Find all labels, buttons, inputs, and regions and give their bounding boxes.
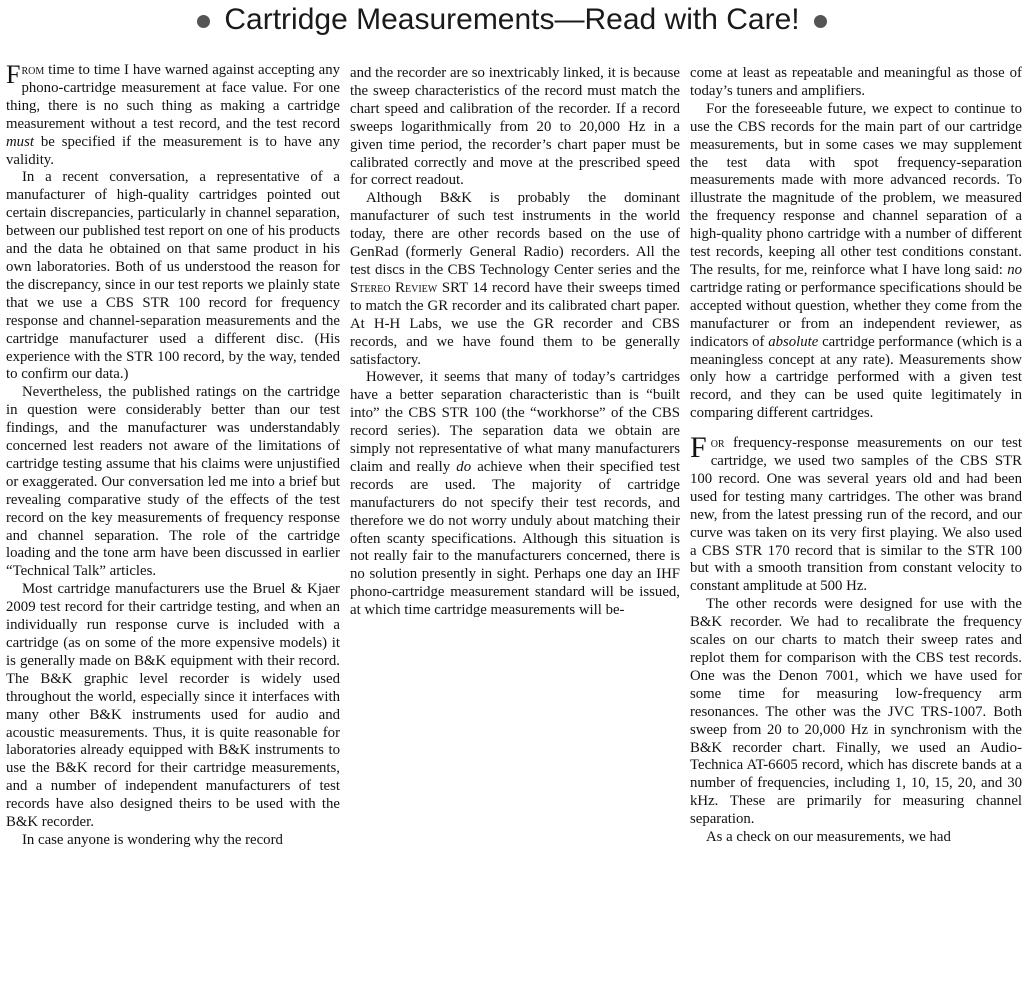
paragraph: As a check on our measurements, we had	[706, 829, 951, 846]
bullet-right-icon	[814, 15, 827, 28]
article-headline	[0, 2, 1024, 38]
paragraph: From time to time I have warned against accepting any phono-cartridge measurement at face value. For one thing, there is no such thing as making a cartridge measurement without a test record, and the test record must be specified if the measurement is to have any validity.	[6, 62, 340, 168]
paragraph: Although B&K is probably the dominant manufacturer of such test instruments in the world today, there are other records based on the use of GenRad (formerly General Radio) recorders. All the test discs in the CBS Technology Center series and the Stereo Review SRT 14 record have their sweeps timed to match the GR recorder and its calibrated chart paper. At H-H Labs, we use the GR recorder and CBS records, and we have found them to be generally satisfactory.	[350, 190, 680, 368]
article-column-2	[350, 65, 680, 999]
headline-title: Cartridge Measurements—Read with Care!	[224, 3, 800, 36]
paragraph: come at least as repeatable and meaningful as those of today’s tuners and amplifiers.	[690, 65, 1022, 99]
article-column-3	[690, 65, 1022, 999]
paragraph: For frequency-response measurements on our test cartridge, we used two samples of the CBS STR 100 record. One was several years old and had been used for testing many cartridges. The other was brand new, from the latest pressing run of the record, and our curve was taken on its very first playing. We also used a CBS STR 170 record that is similar to the STR 100 but with a smooth transition from constant velocity to constant amplitude at 500 Hz.	[690, 431, 1022, 595]
drop-cap: F	[690, 431, 707, 465]
paragraph: The other records were designed for use with the B&K recorder. We had to recalibrate the frequency scales on our charts to match their sweep rates and replot them for comparison with the CBS test records. One was the Denon 7001, which we have used for some time for measuring low-frequency arm resonances. The other was the JVC TRS-1007. Both sweep from 20 to 20,000 Hz in synchronism with the B&K recorder chart. Finally, we used an Audio-Technica AT-6605 record, which has discrete bands at a number of frequencies, including 1, 10, 15, 20, and 30 kHz. These are primarily for measuring channel separation.	[690, 596, 1022, 828]
paragraph: In a recent conversation, a representative of a manufacturer of high-quality cartridges pointed out certain discrepancies, particularly in channel separation, between our published test report on one of his products and the data he obtained on that same product in his own laboratories. Both of us understood the reason for the discrepancy, since in our test reports we plainly state that we use a CBS STR 100 record for frequency response and channel-separation measurements and the cartridge manufacturer used a different disc. (His experience with the STR 100 record, by the way, tended to confirm our data.)	[6, 169, 340, 383]
paragraph: Most cartridge manufacturers use the Bruel & Kjaer 2009 test record for their cartridge testing, and when an individually run response curve is included with a cartridge (as on some of the more expensive models) it is generally made on B&K equipment with their record. The B&K graphic level recorder is widely used throughout the world, especially since it interfaces with many other B&K instruments used for audio and acoustic measurements. Thus, it is quite reasonable for laboratories already equipped with B&K instruments to use the B&K record for their cartridge measurements, and a number of independent manufacturers of test records have also designed theirs to be used with the B&K recorder.	[6, 581, 340, 831]
bullet-left-icon	[197, 15, 210, 28]
paragraph: In case anyone is wondering why the record	[22, 831, 283, 848]
paragraph: and the recorder are so inextricably linked, it is because the sweep characteristics of the record must match the chart speed and calibration of the recorder. If a record sweeps logarithmically from 20 to 20,000 Hz in a given time period, the recorder’s chart paper must be calibrated correctly and move at the prescribed speed for correct readout.	[350, 65, 680, 189]
article-column-1	[6, 62, 340, 996]
drop-cap: F	[6, 62, 21, 89]
paragraph: However, it seems that many of today’s cartridges have a better separation characteristic than is “built into” the CBS STR 100 (the “workhorse” of the CBS record series). The separation data we obtain are simply not representative of what many manufacturers claim and really do achieve when their specified test records are used. The majority of cartridge manufacturers do not specify their test records, and therefore we do not worry unduly about matching their often scanty specifications. Although this situation is not really fair to the manufacturers concerned, there is no solution presently in sight. Perhaps one day an IHF phono-cartridge measurement standard will be issued, at which time cartridge measurements will be-	[350, 369, 680, 619]
paragraph: For the foreseeable future, we expect to continue to use the CBS records for the main part of our cartridge measurements, but in some cases we may supplement the test data with spot frequency-separation measurements made with more advanced records. To illustrate the magnitude of the problem, we measured the frequency response and channel separation of a high-quality phono cartridge with a number of different test records, keeping all other test conditions constant. The results, for me, reinforce what I have long said: no cartridge rating or performance specifications should be accepted without question, whether they come from the manufacturer or from an independent reviewer, as indicators of absolute cartridge performance (which is a meaningless concept at any rate). Measurements show only how a cartridge performed with a given test record, and they can be used quite legitimately in comparing different cartridges.	[690, 100, 1022, 422]
paragraph: Nevertheless, the published ratings on the cartridge in question were considerably better than our test findings, and the manufacturer was understandably concerned lest readers not aware of the limitations of cartridge testing assume that his claims were unjustified or exaggerated. Our conversation led me into a brief but revealing comparative study of the effects of the test record on the key measurements of frequency response and channel separation. The role of the cartridge loading and the tone arm have been discussed in earlier “Technical Talk” articles.	[6, 384, 340, 580]
